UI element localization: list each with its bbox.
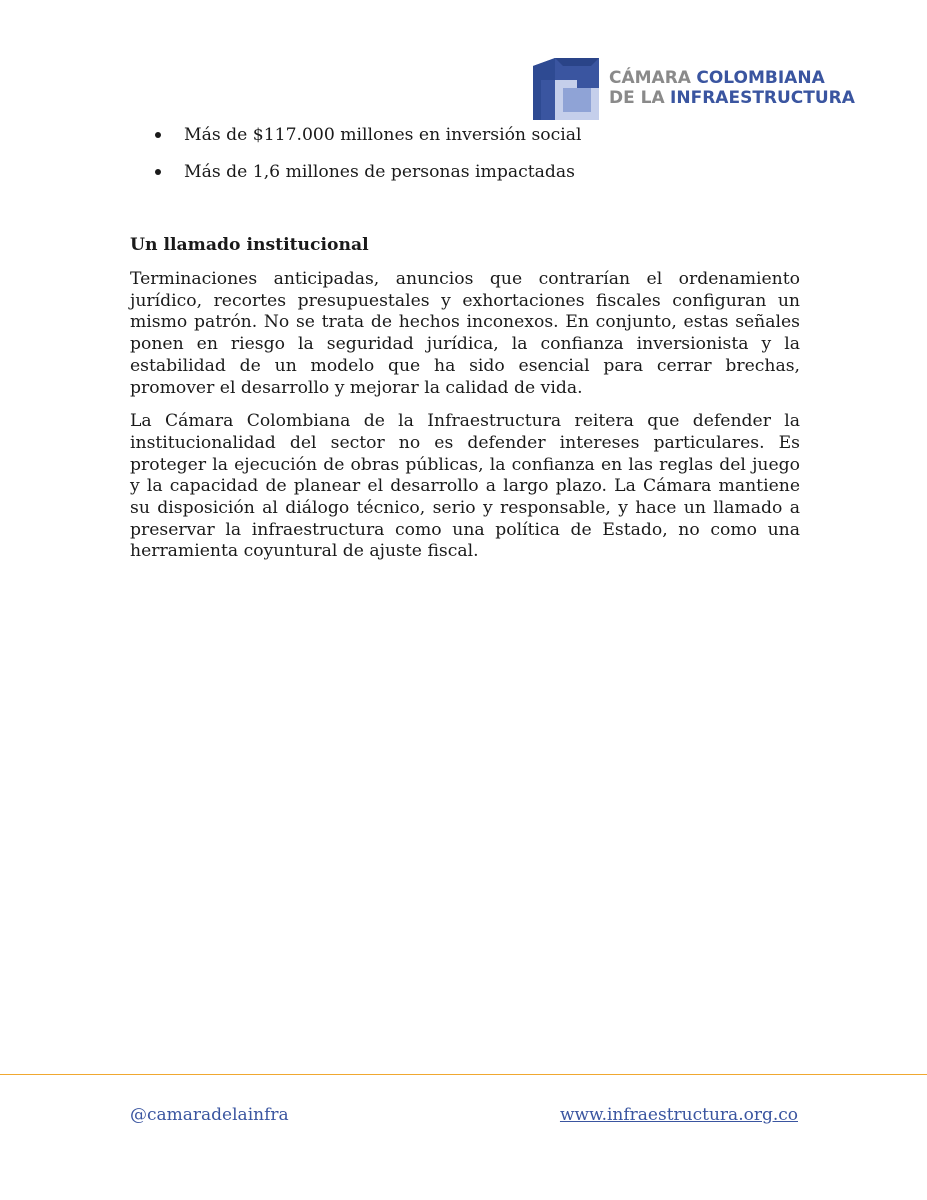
bullet-icon [155,132,161,138]
logo-word-infraestructura: INFRAESTRUCTURA [670,88,855,108]
footer-social-handle: @camaradelainfra [130,1105,289,1125]
list-item [130,161,800,183]
section-body [130,269,800,575]
paragraph: La Cámara Colombiana de la Infraestructura reitera que defender la institucionalidad del sector no es defender intereses particulares. Es proteger la ejecución de obras públicas, la confianza en las reglas del juego y la capacidad de planear el desarrollo a largo plazo. La Cámara mantiene su disposición al diálogo técnico, serio y responsable, y hace un llamado a preservar la infraestructura como una política de Estado, no como una herramienta coyuntural de ajuste fiscal. [130,411,800,562]
cci-logo-icon [533,58,599,120]
logo-word-de-la: DE LA [609,88,665,108]
list-item [130,124,800,146]
section-heading: Un llamado institucional [130,235,369,255]
bullet-icon [155,169,161,175]
logo-wordmark [609,68,855,108]
logo-word-colombiana: COLOMBIANA [696,68,825,88]
bullet-text: Más de 1,6 millones de personas impactadas [184,162,575,182]
bullet-list [130,124,800,198]
paragraph: Terminaciones anticipadas, anuncios que contrarían el ordenamiento jurídico, recortes presupuestales y exhortaciones fiscales configuran un mismo patrón. No se trata de hechos inconexos. En conjunto, estas señales ponen en riesgo la seguridad jurídica, la confianza inversionista y la estabilidad de un modelo que ha sido esencial para cerrar brechas, promover el desarrollo y mejorar la calidad de vida. [130,269,800,398]
footer-divider [0,1074,927,1075]
header-logo [533,58,855,120]
bullet-text: Más de $117.000 millones en inversión social [184,125,582,145]
logo-word-camara: CÁMARA [609,68,691,88]
footer-website-link[interactable]: www.infraestructura.org.co [559,1105,798,1125]
